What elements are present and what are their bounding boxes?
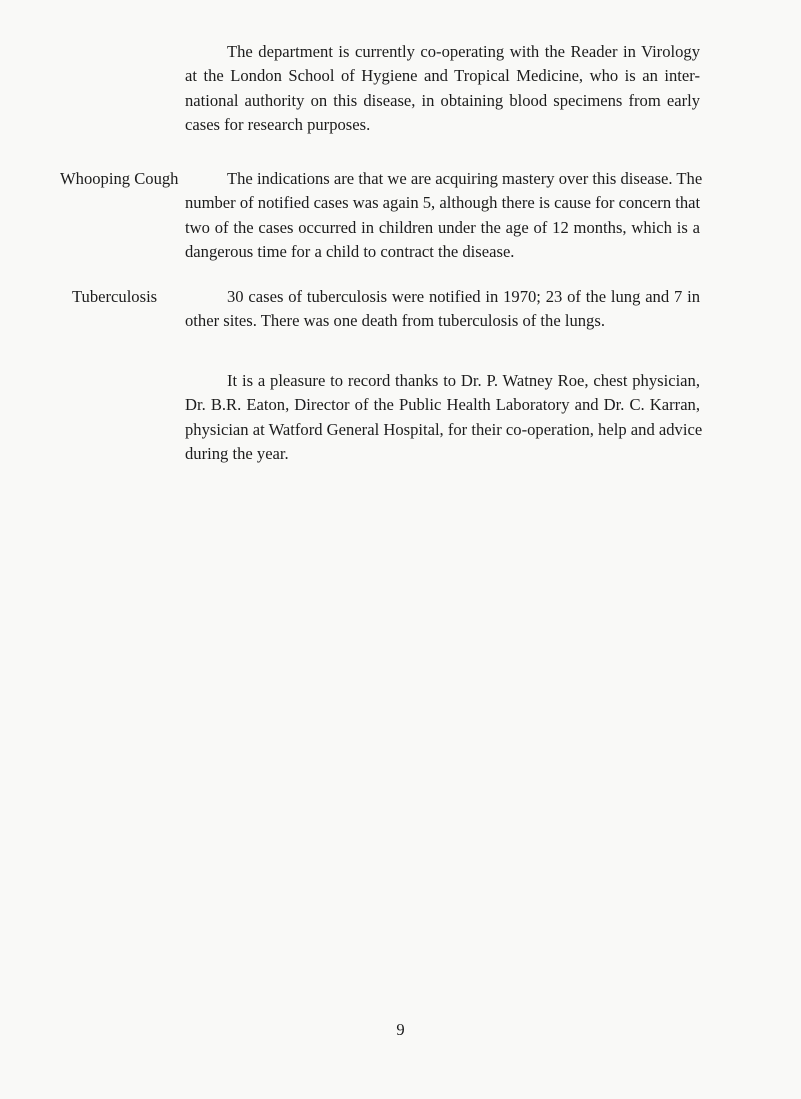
thanks-paragraph xyxy=(185,369,703,466)
paragraph-line: national authority on this disease, in obtaining blood specimens from early xyxy=(185,90,700,110)
paragraph-line: during the year. xyxy=(185,443,289,463)
paragraph-line: 30 cases of tuberculosis were notified in 1970; 23 of the lung and 7 in xyxy=(227,287,700,306)
whooping-cough-paragraph xyxy=(185,167,703,264)
tuberculosis-heading: Tuberculosis xyxy=(72,287,158,306)
paragraph-line: dangerous time for a child to contract the disease. xyxy=(185,241,515,261)
paragraph-line: number of notified cases was again 5, although there is cause for concern that xyxy=(185,193,701,213)
paragraph-line: cases for research purposes. xyxy=(185,114,371,134)
paragraph-line: The department is currently co-operating with the Reader in Virology xyxy=(227,42,700,61)
paragraph-line: physician at Watford General Hospital, for their co-operation, help and advice xyxy=(185,419,703,439)
virology-paragraph xyxy=(185,40,700,137)
paragraph-line: two of the cases occurred in children under the age of 12 months, which is a xyxy=(185,217,700,237)
whooping-cough-heading: Whooping Cough xyxy=(60,169,179,188)
paragraph-line: other sites. There was one death from tuberculosis of the lungs. xyxy=(185,311,605,331)
paragraph-line: Dr. B.R. Eaton, Director of the Public Health Laboratory and Dr. C. Karran, xyxy=(185,395,700,415)
tuberculosis-paragraph xyxy=(185,285,700,334)
page-number: 9 xyxy=(396,1020,405,1039)
paragraph-line: at the London School of Hygiene and Tropical Medicine, who is an inter- xyxy=(185,66,700,86)
paragraph-line: The indications are that we are acquiring mastery over this disease. The xyxy=(227,169,703,188)
paragraph-line: It is a pleasure to record thanks to Dr. P. Watney Roe, chest physician, xyxy=(227,371,700,390)
